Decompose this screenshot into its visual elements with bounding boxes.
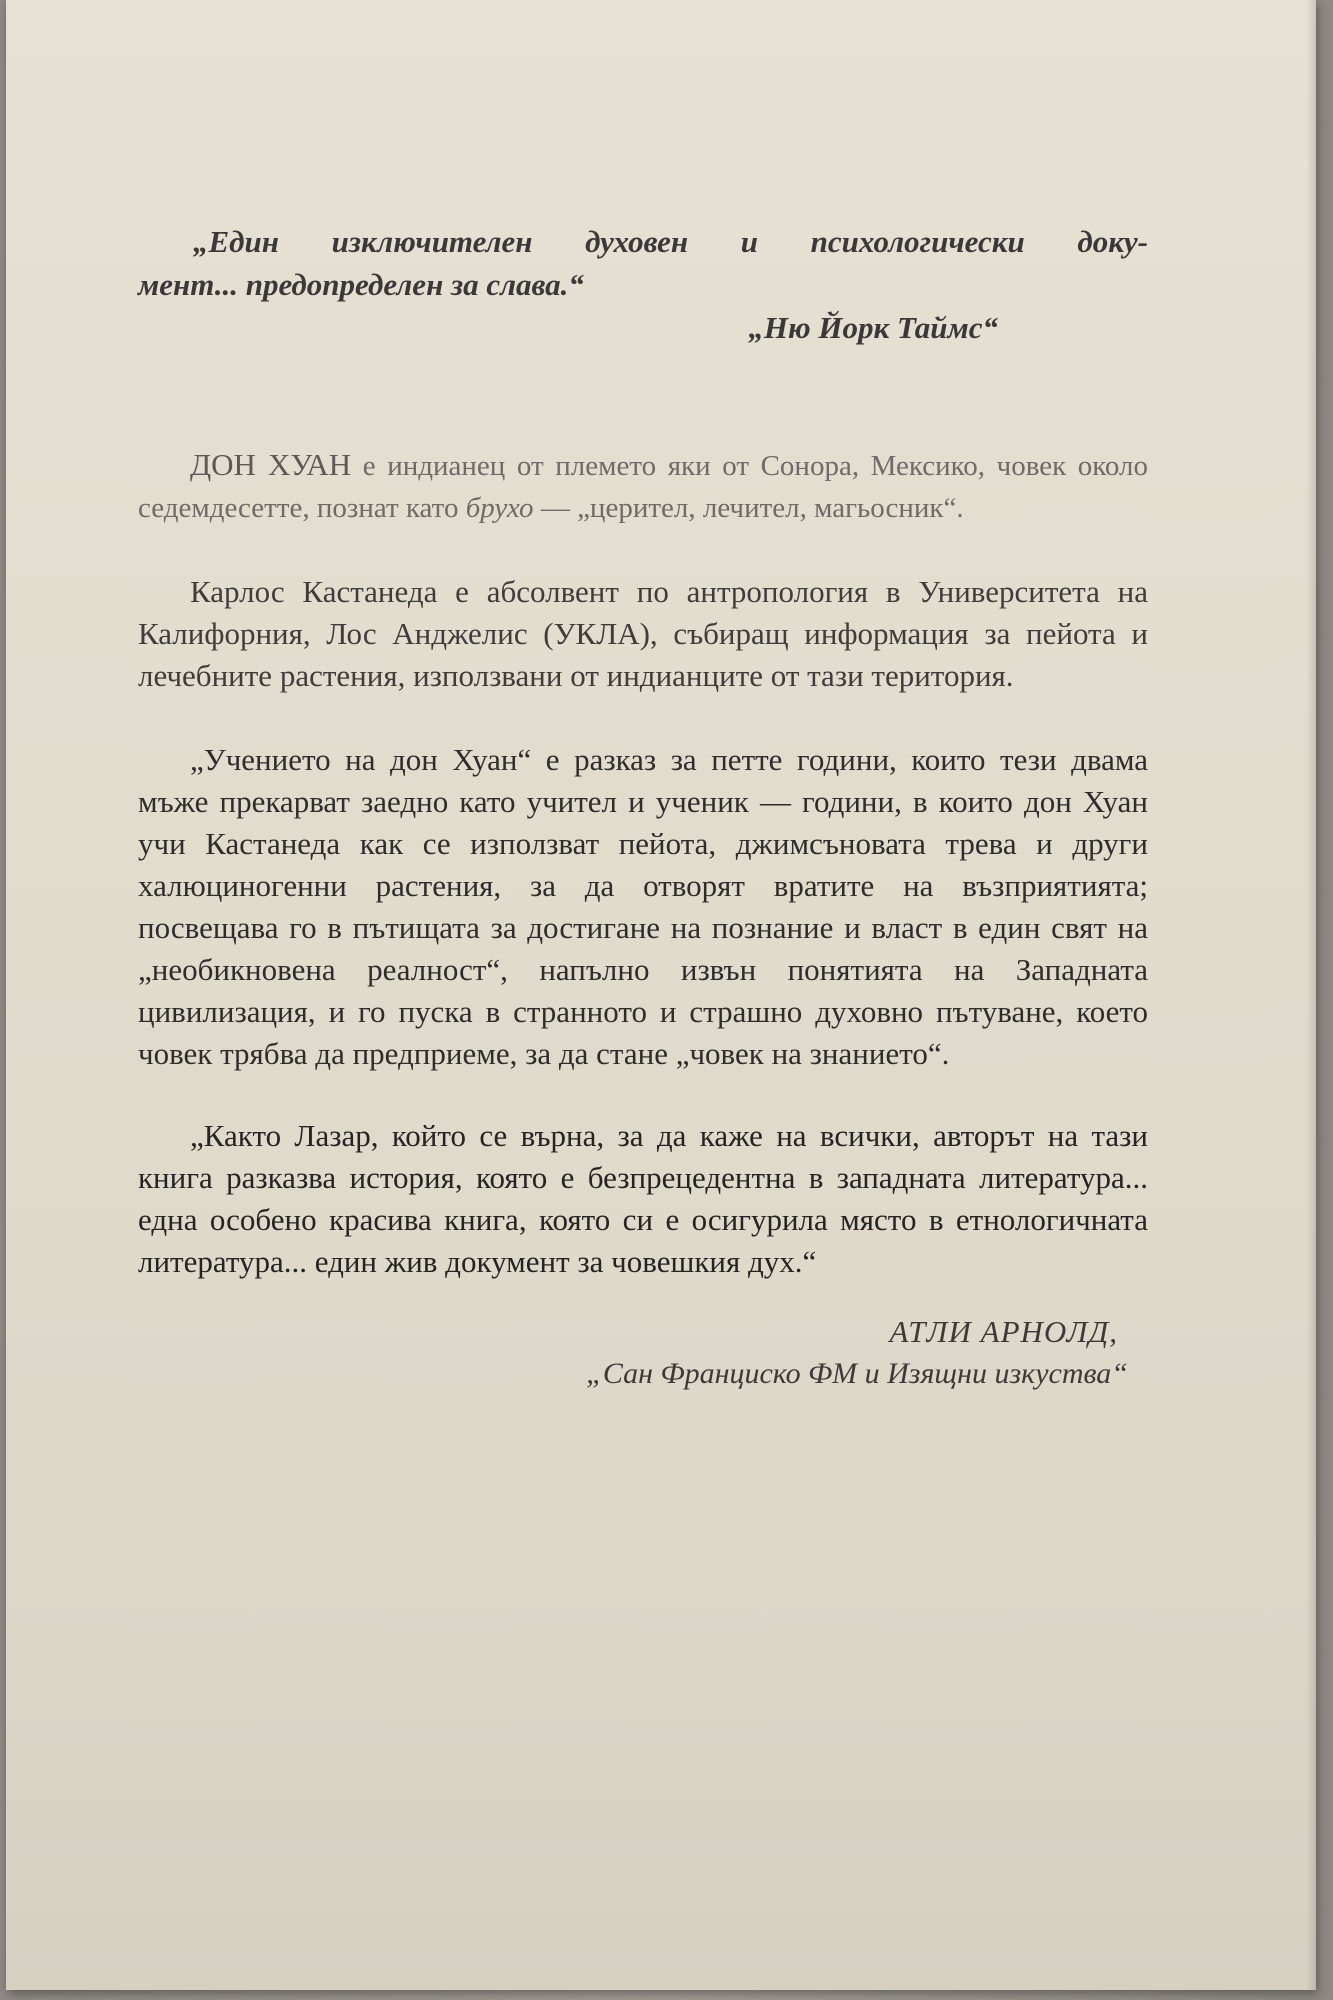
review-signature: [138, 1311, 1148, 1395]
cover-text: [138, 220, 1148, 1395]
epigraph-line-1: „Един изключителен духовен и психологически доку-: [193, 224, 1148, 259]
paragraph-don-juan-emphasis: брухо: [465, 492, 534, 524]
epigraph-line-2: мент... предопределен за слава.“: [138, 267, 584, 302]
signature-name: АТЛИ АРНОЛД,: [889, 1314, 1118, 1349]
paragraph-don-juan-text-b: — „церител, лечител, магьосник“.: [533, 492, 964, 524]
paragraph-don-juan-name: ДОН ХУАН: [190, 447, 352, 482]
book-back-cover: [6, 0, 1316, 1990]
signature-source: „Сан Франциско ФМ и Изящни изкуства“: [586, 1357, 1128, 1390]
paragraph-review-quote: „Както Лазар, който се върна, за да каже на всички, авторът на тази книга разказва история, която е безпрецедентна в западната литература... една особено красива книга, която си е осигурила място в етнологичната литература... един жив документ за човешкия дух.“: [138, 1118, 1148, 1279]
paragraph-don-juan: [138, 444, 1148, 529]
epigraph-source: „Ню Йорк Таймс“: [748, 310, 998, 345]
paragraph-castaneda: Карлос Кастанеда е абсолвент по антропология в Университета на Калифорния, Лос Анджелис (УКЛА), събиращ информация за пейота и лечебните растения, използвани от индианците от тази територия.: [138, 574, 1148, 693]
paragraph-don-juan-text-a: е индианец от племето яки от Сонора, Мексико, човек около седемдесетте, познат като: [138, 450, 1148, 524]
epigraph-quote: [138, 220, 1148, 349]
paragraph-teachings: „Учението на дон Хуан“ е разказ за петте години, които тези двама мъже прекарват заедно като учител и ученик — години, в които дон Хуан учи Кастанеда как се използват пейота, джимсъновата трева и други халюциногенни растения, за да отворят вратите на възприятията; посвещава го в пътищата за достигане на познание и власт в един свят на „необикновена реалност“, напълно извън понятията на Западната цивилизация, и го пуска в странното и страшно духовно пътуване, което човек трябва да предприеме, за да стане „човек на знанието“.: [138, 742, 1148, 1071]
